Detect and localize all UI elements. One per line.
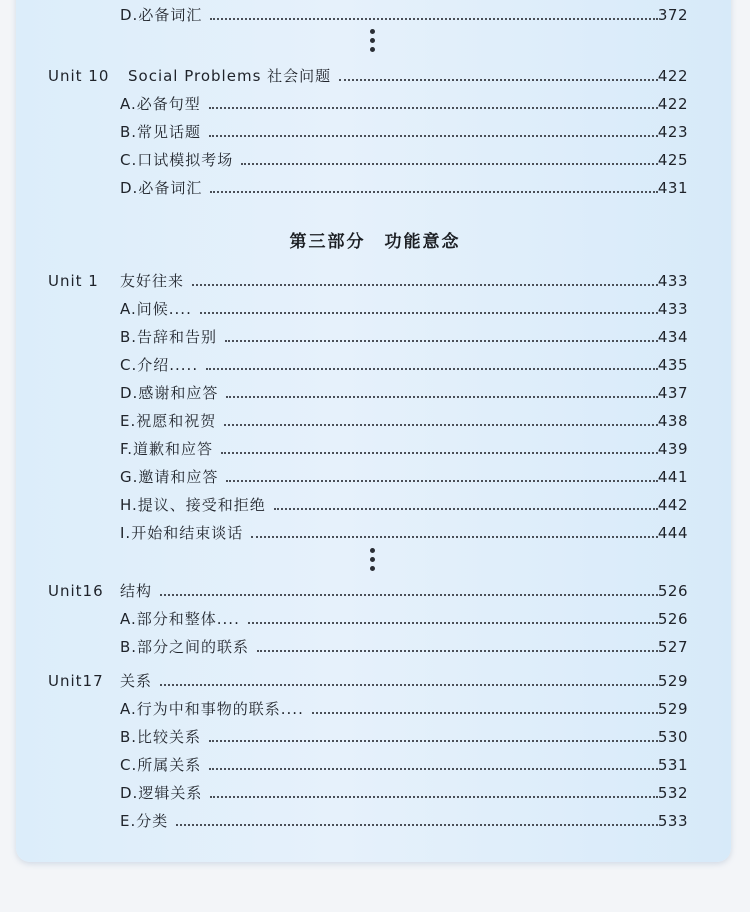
dot-leader	[210, 191, 658, 193]
toc-entry	[0, 808, 750, 834]
dot-leader	[241, 163, 658, 165]
unit-page: 422	[657, 67, 688, 85]
dot-leader	[209, 107, 658, 109]
toc-unit-row	[0, 63, 750, 89]
unit-page: 526	[657, 582, 688, 600]
toc-entry	[0, 352, 750, 378]
unit-label: Unit 1	[48, 272, 99, 290]
entry-title: H.提议、接受和拒绝	[120, 496, 266, 514]
toc-unit-row	[0, 268, 750, 294]
entry-title: A.部分和整体....	[120, 610, 240, 628]
dot-leader	[257, 650, 658, 652]
dot-leader	[248, 622, 658, 624]
unit-page: 433	[657, 272, 688, 290]
entry-page: 532	[657, 784, 688, 802]
entry-title: C.所属关系	[120, 756, 202, 774]
dot-leader	[209, 740, 658, 742]
toc-entry	[0, 91, 750, 117]
dot-leader	[210, 18, 658, 20]
entry-page: 527	[657, 638, 688, 656]
entry-title: C.口试模拟考场	[120, 151, 234, 169]
entry-page: 530	[657, 728, 688, 746]
entry-title: F.道歉和应答	[120, 440, 213, 458]
entry-title: D.感谢和应答	[120, 384, 219, 402]
dot-leader	[339, 79, 658, 81]
section-heading: 第三部分 功能意念	[289, 232, 461, 252]
entry-page: 437	[657, 384, 688, 402]
dot-leader	[209, 135, 658, 137]
dot-leader	[226, 396, 658, 398]
toc-entry	[0, 492, 750, 518]
entry-title: B.部分之间的联系	[120, 638, 250, 656]
entry-title: A.行为中和事物的联系....	[120, 700, 304, 718]
ellipsis-vertical-icon	[370, 548, 376, 575]
toc-entry	[0, 380, 750, 406]
entry-page: 533	[657, 812, 688, 830]
entry-page: 529	[657, 700, 688, 718]
entry-title: D.必备词汇	[120, 6, 203, 24]
dot-leader	[225, 340, 658, 342]
unit-title: 结构	[120, 582, 153, 600]
toc-entry	[0, 520, 750, 546]
toc-entry	[0, 464, 750, 490]
entry-title: B.告辞和告别	[120, 328, 218, 346]
unit-title: 关系	[120, 672, 153, 690]
entry-title: G.邀请和应答	[120, 468, 219, 486]
entry-page: 372	[657, 6, 688, 24]
dot-leader	[251, 536, 658, 538]
toc-entry	[0, 724, 750, 750]
entry-page: 442	[657, 496, 688, 514]
toc-entry	[0, 696, 750, 722]
toc-entry	[0, 634, 750, 660]
entry-title: B.比较关系	[120, 728, 202, 746]
unit-title: 友好往来	[120, 272, 185, 290]
unit-label: Unit17	[48, 672, 104, 690]
dot-leader	[224, 424, 658, 426]
toc-entry	[0, 2, 750, 28]
entry-page: 434	[657, 328, 688, 346]
entry-page: 438	[657, 412, 688, 430]
entry-title: B.常见话题	[120, 123, 202, 141]
toc-entry	[0, 324, 750, 350]
entry-title: I.开始和结束谈话	[120, 524, 244, 542]
entry-title: E.祝愿和祝贺	[120, 412, 217, 430]
dot-leader	[274, 508, 658, 510]
toc-unit-row	[0, 668, 750, 694]
toc-entry	[0, 780, 750, 806]
dot-leader	[209, 768, 658, 770]
unit-label: Unit16	[48, 582, 104, 600]
entry-title: A.问候....	[120, 300, 192, 318]
entry-page: 431	[657, 179, 688, 197]
unit-page: 529	[657, 672, 688, 690]
dot-leader	[192, 284, 658, 286]
dot-leader	[206, 368, 658, 370]
toc-entry	[0, 147, 750, 173]
toc-entry	[0, 752, 750, 778]
entry-page: 531	[657, 756, 688, 774]
toc-unit-row	[0, 578, 750, 604]
toc-entry	[0, 175, 750, 201]
entry-page: 425	[657, 151, 688, 169]
dot-leader	[176, 824, 658, 826]
entry-page: 439	[657, 440, 688, 458]
entry-page: 441	[657, 468, 688, 486]
toc-entry	[0, 408, 750, 434]
entry-title: E.分类	[120, 812, 169, 830]
entry-page: 435	[657, 356, 688, 374]
dot-leader	[160, 594, 658, 596]
dot-leader	[221, 452, 658, 454]
toc-entry	[0, 296, 750, 322]
dot-leader	[200, 312, 658, 314]
entry-title: D.逻辑关系	[120, 784, 203, 802]
entry-page: 422	[657, 95, 688, 113]
entry-page: 433	[657, 300, 688, 318]
entry-page: 423	[657, 123, 688, 141]
dot-leader	[226, 480, 658, 482]
toc-entry	[0, 436, 750, 462]
dot-leader	[160, 684, 658, 686]
dot-leader	[210, 796, 658, 798]
toc-entry	[0, 119, 750, 145]
entry-title: D.必备词汇	[120, 179, 203, 197]
entry-page: 526	[657, 610, 688, 628]
dot-leader	[312, 712, 658, 714]
toc-entry	[0, 606, 750, 632]
unit-title: Social Problems 社会问题	[128, 67, 332, 85]
unit-label: Unit 10	[48, 67, 110, 85]
entry-title: A.必备句型	[120, 95, 201, 113]
ellipsis-vertical-icon	[370, 29, 376, 56]
entry-title: C.介绍.....	[120, 356, 199, 374]
entry-page: 444	[657, 524, 688, 542]
